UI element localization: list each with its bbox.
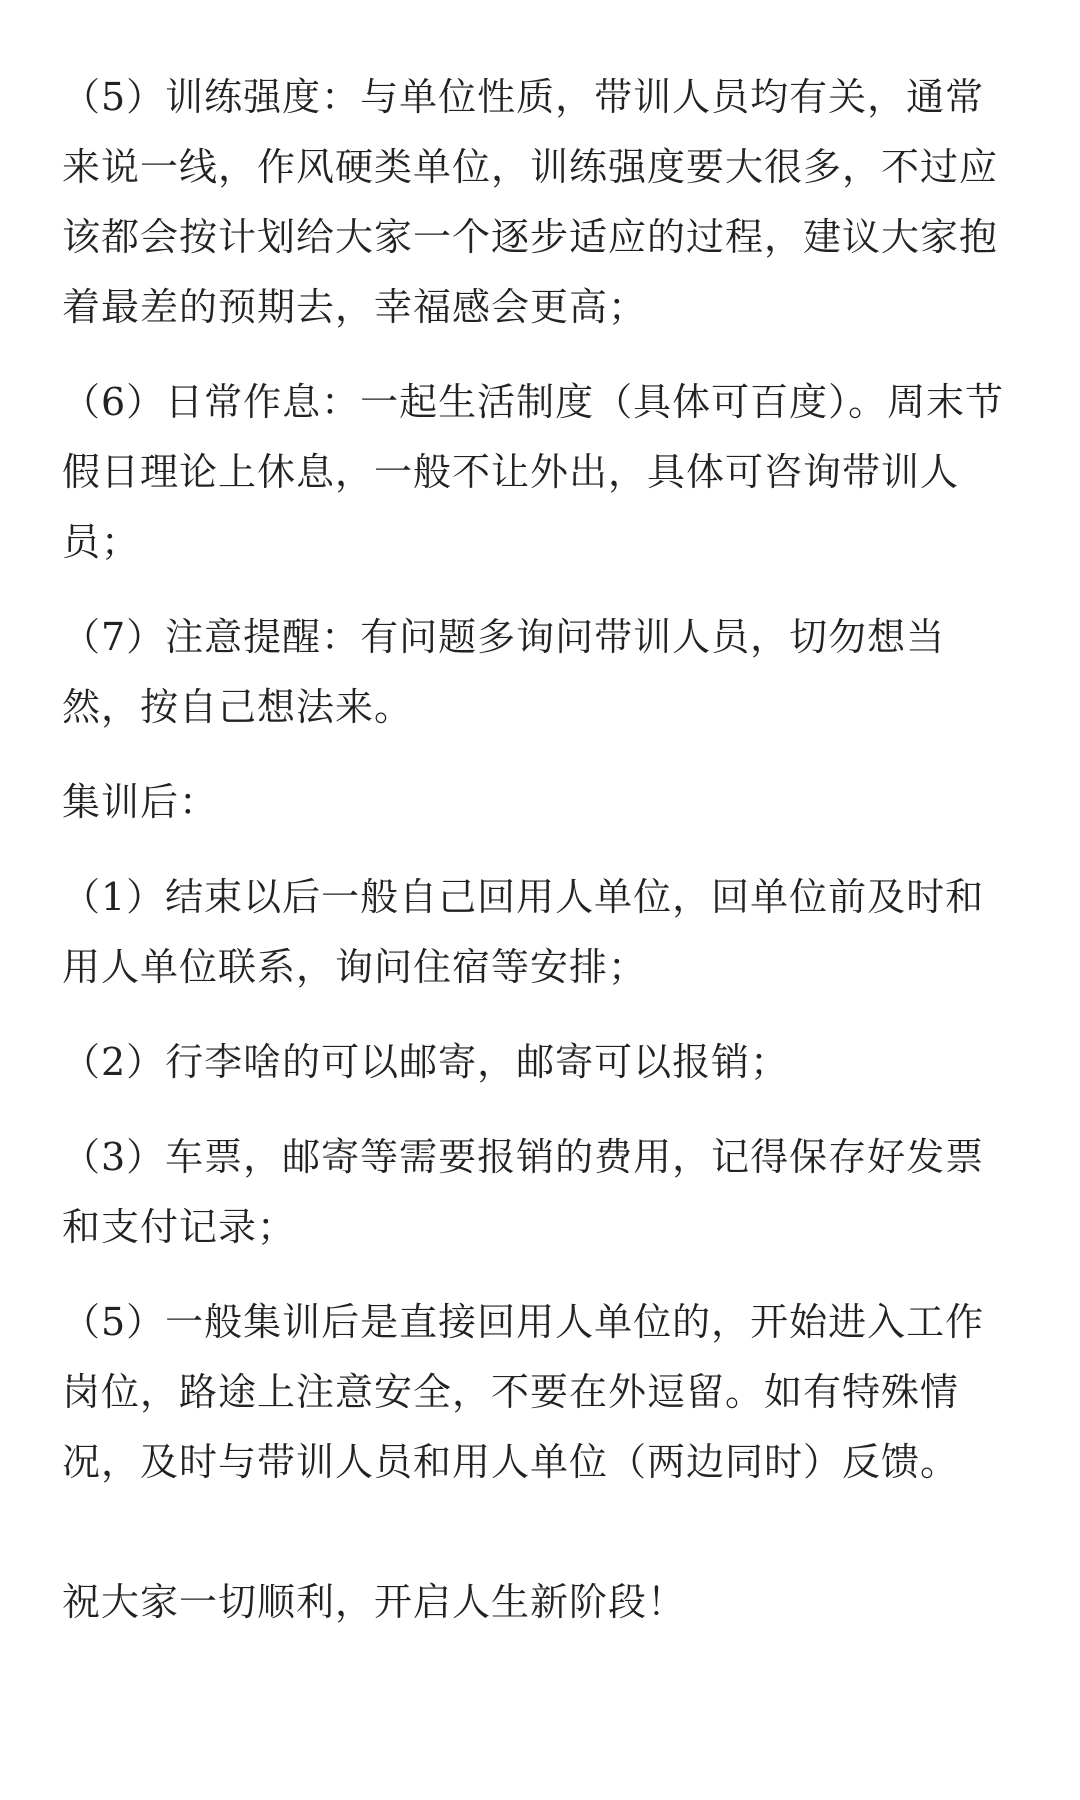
section-heading-after-training: 集训后： xyxy=(62,780,219,824)
paragraph-reimbursement: （3）车票，邮寄等需要报销的费用，记得保存好发票和支付记录； xyxy=(62,1135,985,1249)
paragraph-start-work: （5）一般集训后是直接回用人单位的，开始进入工作岗位，路途上注意安全，不要在外逗留。如有特殊情况，及时与带训人员和用人单位（两边同时）反馈。 xyxy=(62,1300,985,1484)
paragraph-reminder: （7）注意提醒：有问题多询问带训人员，切勿想当然，按自己想法来。 xyxy=(62,615,946,729)
paragraph-training-intensity: （5）训练强度：与单位性质，带训人员均有关，通常来说一线，作风硬类单位，训练强度要大很多，不过应该都会按计划给大家一个逐步适应的过程，建议大家抱着最差的预期去，幸福感会更高； xyxy=(62,75,999,329)
paragraph-luggage: （2）行李啥的可以邮寄，邮寄可以报销； xyxy=(62,1040,790,1084)
closing-wish: 祝大家一切顺利，开启人生新阶段！ xyxy=(62,1580,687,1624)
paragraph-daily-routine: （6）日常作息：一起生活制度（具体可百度）。周末节假日理论上休息，一般不让外出，具体可咨询带训人员； xyxy=(62,380,1005,564)
paragraph-return-to-unit: （1）结束以后一般自己回用人单位，回单位前及时和用人单位联系，询问住宿等安排； xyxy=(62,875,985,989)
article-body xyxy=(62,62,1022,1662)
